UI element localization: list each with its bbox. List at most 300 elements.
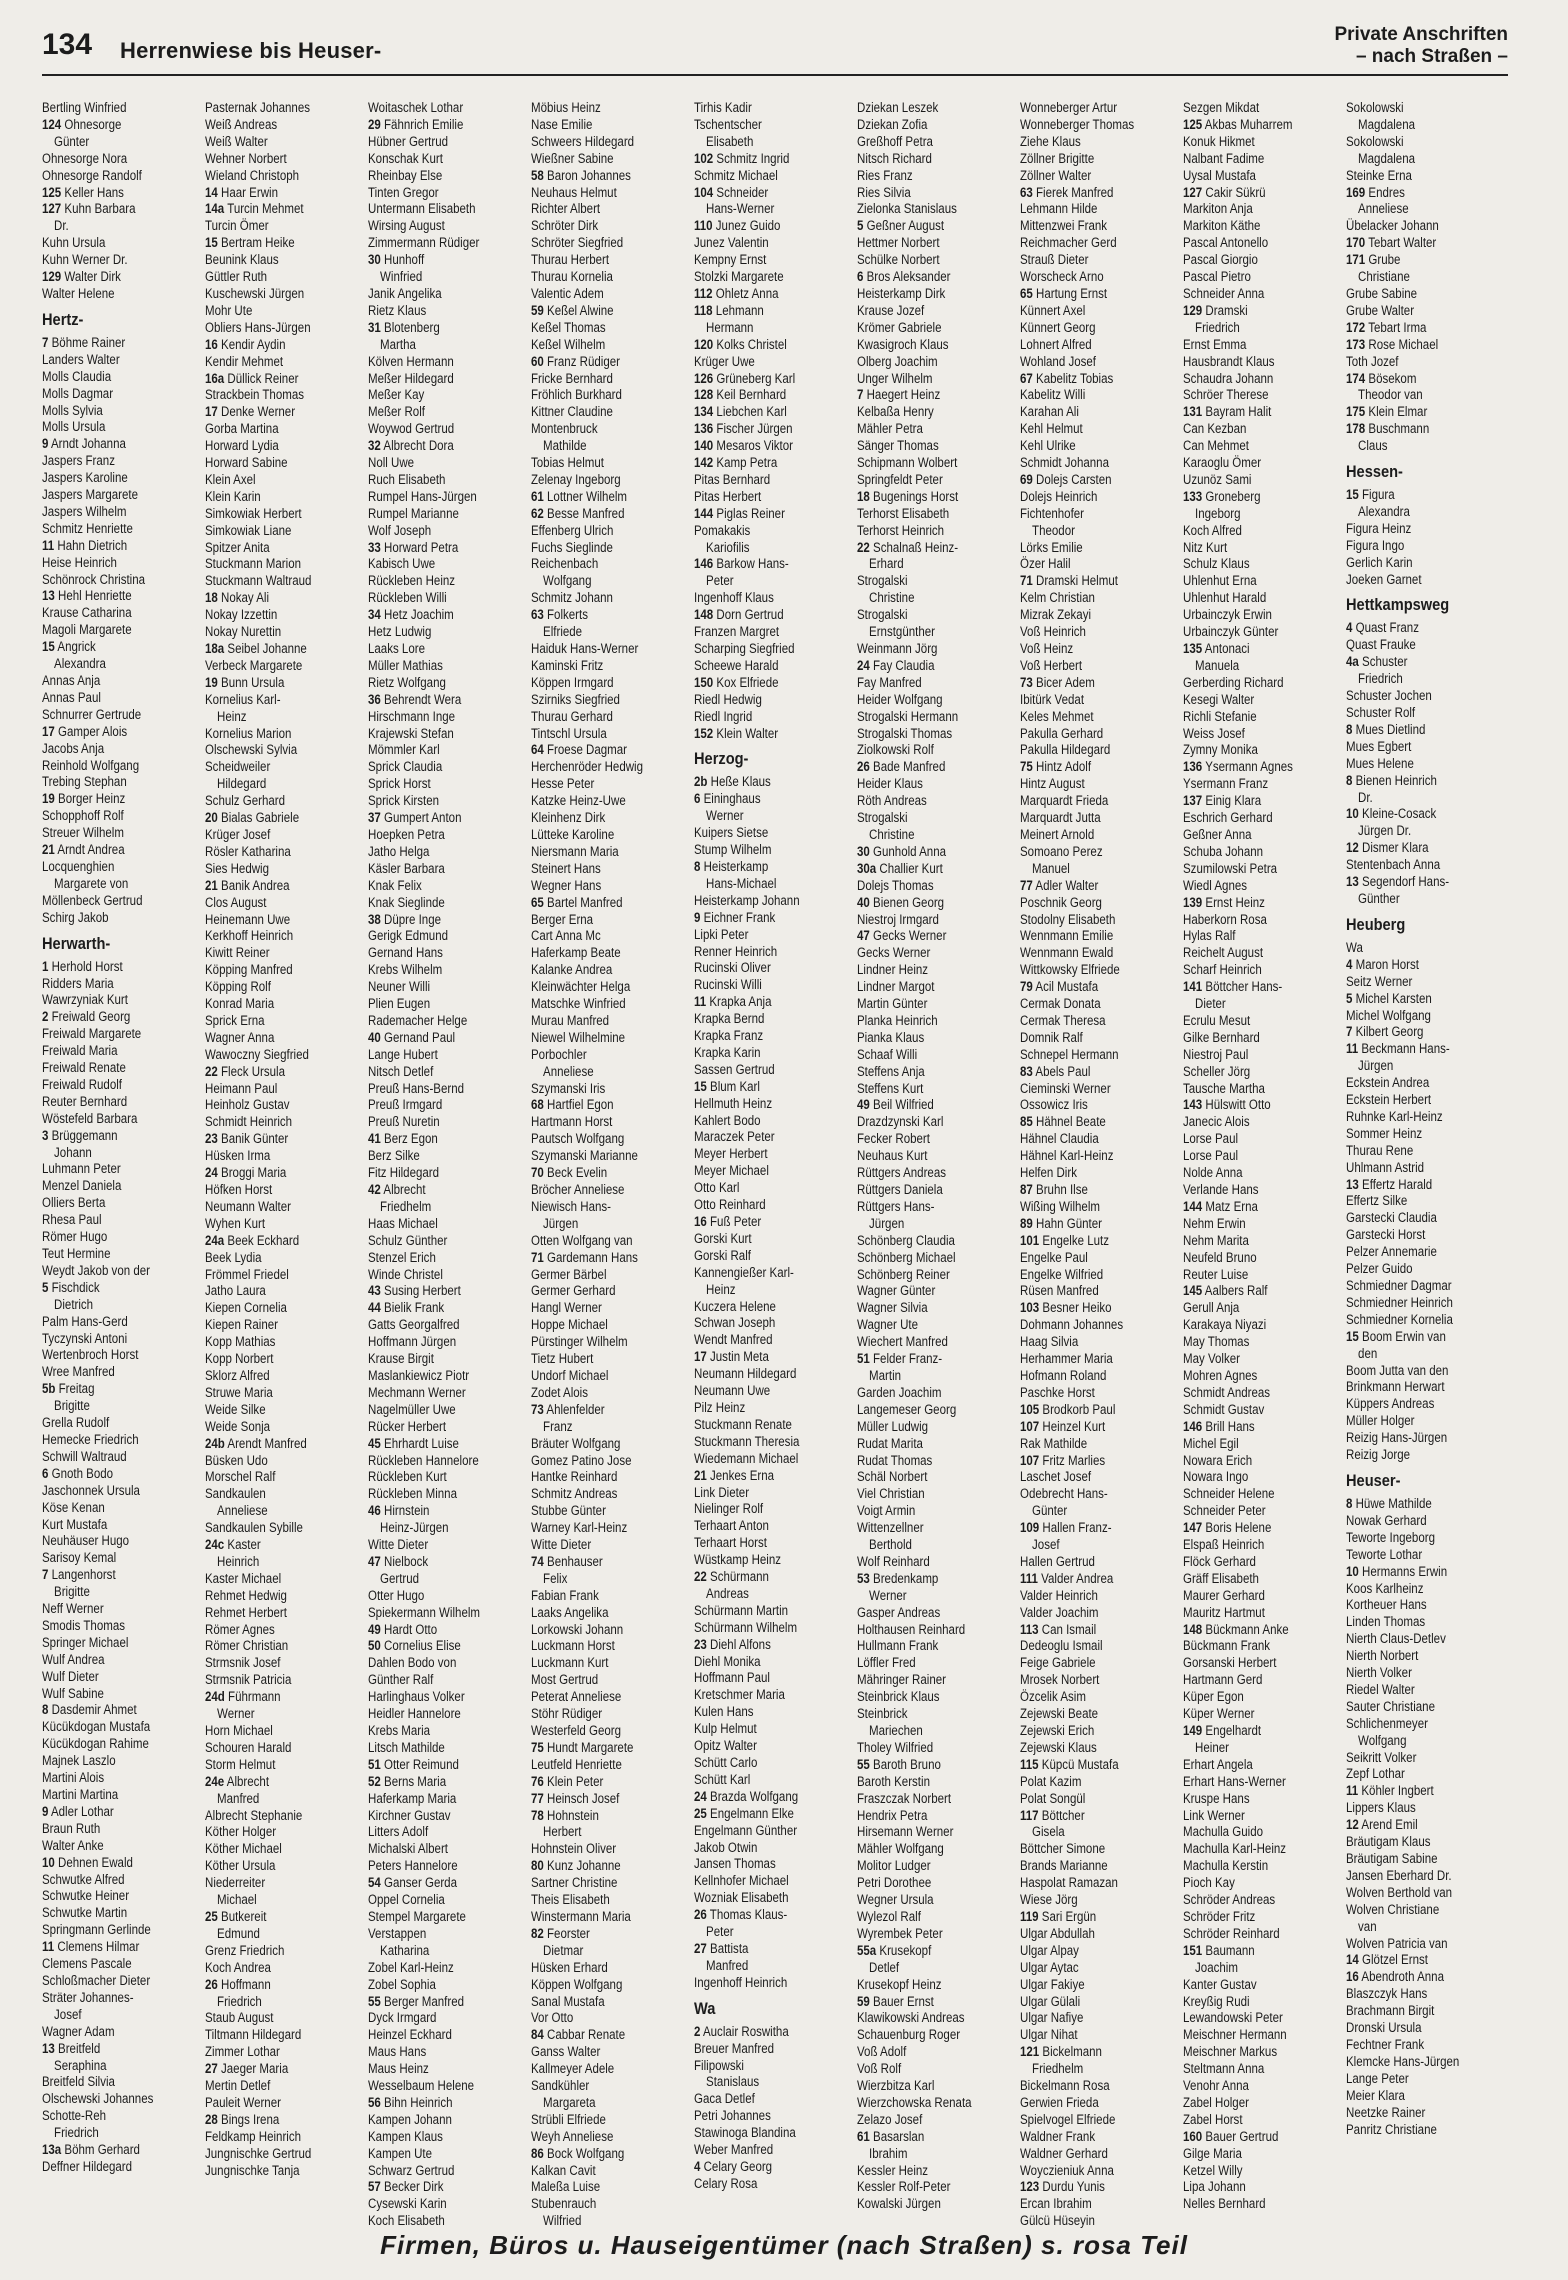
street-heading: Heuser- <box>1346 1470 1401 1490</box>
resident-entry: 124 Ohnesorge <box>42 116 122 132</box>
house-number: 52 <box>368 1773 381 1789</box>
resident-entry: 13 Segendorf Hans- <box>1346 874 1450 890</box>
resident-entry: Joeken Garnet <box>1346 571 1422 587</box>
resident-entry: Schmitz Andreas <box>531 1486 618 1502</box>
resident-entry: Wagner Günter <box>857 1283 936 1299</box>
resident-entry: Olschewski Sylvia <box>205 742 298 758</box>
resident-entry: Nierth Claus-Detlev <box>1346 1631 1446 1647</box>
resident-entry: Kittner Claudine <box>531 404 613 420</box>
resident-entry: Meischner Markus <box>1183 2044 1278 2060</box>
house-number: 139 <box>1183 894 1203 910</box>
resident-entry: Schuba Johann <box>1183 843 1264 859</box>
resident-entry: Tyczynski Antoni <box>42 1330 128 1346</box>
resident-entry: 79 Acil Mustafa <box>1020 979 1099 995</box>
resident-entry: Niewisch Hans- <box>531 1198 611 1214</box>
resident-entry: 80 Kunz Johanne <box>531 1858 621 1874</box>
resident-entry: Köther Michael <box>205 1841 282 1857</box>
resident-entry: Wylezol Ralf <box>857 1908 921 1924</box>
resident-entry: Übelacker Johann <box>1346 218 1439 234</box>
resident-entry: Wagner Silvia <box>857 1300 928 1316</box>
resident-entry: Ohnesorge Nora <box>42 150 128 166</box>
resident-entry: Steinert Hans <box>531 860 601 876</box>
resident-entry: Fitz Hildegard <box>368 1165 440 1181</box>
resident-entry: Küppers Andreas <box>1346 1396 1435 1412</box>
resident-entry: Mues Helene <box>1346 755 1414 771</box>
house-number: 61 <box>857 2128 870 2144</box>
resident-entry: 55a Krusekopf <box>857 1942 932 1958</box>
house-number: 3 <box>42 1127 49 1143</box>
resident-entry: 18 Nokay Ali <box>205 590 270 606</box>
resident-entry: Wolf Joseph <box>368 522 432 538</box>
resident-entry: Löffler Fred <box>857 1655 916 1671</box>
resident-entry: Weide Silke <box>205 1401 266 1417</box>
house-number: 133 <box>1183 488 1203 504</box>
resident-entry: 115 Küpcü Mustafa <box>1020 1756 1119 1772</box>
resident-entry: Molls Claudia <box>42 368 112 384</box>
resident-entry: Kelm Christian <box>1020 590 1095 606</box>
resident-entry: 22 Fleck Ursula <box>205 1063 286 1079</box>
resident-entry: Haspolat Ramazan <box>1020 1875 1118 1891</box>
house-number: 41 <box>368 1131 381 1147</box>
resident-entry-continuation: Heinz <box>217 708 247 724</box>
resident-entry: Dolejs Heinrich <box>1020 488 1098 504</box>
house-number: 173 <box>1346 336 1366 352</box>
resident-entry: Kiepen Rainer <box>205 1317 278 1333</box>
resident-entry: Germer Bärbel <box>531 1266 607 1282</box>
resident-entry: Kaster Michael <box>205 1570 282 1586</box>
house-number: 13 <box>1346 874 1359 890</box>
resident-entry: Can Kezban <box>1183 421 1247 437</box>
resident-entry: Reinhold Wolfgang <box>42 757 140 773</box>
resident-entry: Römer Agnes <box>205 1621 275 1637</box>
resident-entry: Ulgar Nihat <box>1020 2027 1078 2043</box>
house-number: 24 <box>205 1165 218 1181</box>
house-number: 53 <box>857 1570 870 1586</box>
resident-entry: Urbainczyk Erwin <box>1183 607 1272 623</box>
resident-entry: 148 Bückmann Anke <box>1183 1621 1289 1637</box>
resident-entry: Schröer Therese <box>1183 387 1269 403</box>
resident-entry-continuation: den <box>1358 1345 1378 1361</box>
house-number: 160 <box>1183 2128 1203 2144</box>
resident-entry: Schwutke Heiner <box>42 1888 130 1904</box>
resident-entry: Weinmann Jörg <box>857 641 938 656</box>
resident-entry: Markiton Käthe <box>1183 218 1261 234</box>
house-number: 9 <box>42 1803 49 1819</box>
house-number: 134 <box>694 404 714 420</box>
resident-entry: Meyer Herbert <box>694 1146 768 1162</box>
resident-entry: Strauß Dieter <box>1020 252 1089 268</box>
resident-entry: Mohr Ute <box>205 302 253 318</box>
resident-entry: Peters Hannelore <box>368 1858 458 1874</box>
house-number: 49 <box>857 1097 870 1113</box>
resident-entry: Karaoglu Ömer <box>1183 455 1262 471</box>
resident-entry: Lange Hubert <box>368 1046 438 1062</box>
resident-entry: Karahan Ali <box>1020 404 1079 420</box>
resident-entry-continuation: Friedrich <box>217 1993 262 2009</box>
resident-entry: Richli Stefanie <box>1183 708 1257 724</box>
resident-entry: Rückleben Willi <box>368 590 447 606</box>
resident-entry: Dziekan Zofia <box>857 116 928 132</box>
resident-entry: Menzel Daniela <box>42 1178 122 1194</box>
resident-entry: Molls Sylvia <box>42 402 103 418</box>
house-number: 26 <box>857 759 870 775</box>
resident-entry: 175 Klein Elmar <box>1346 404 1428 420</box>
resident-entry: Mähler Petra <box>857 421 923 437</box>
resident-entry: Ries Franz <box>857 167 913 183</box>
resident-entry: Niestroj Irmgard <box>857 911 939 927</box>
resident-entry: Schlichenmeyer <box>1346 1715 1428 1731</box>
resident-entry: Gorski Kurt <box>694 1230 752 1246</box>
resident-entry: Eckstein Andrea <box>1346 1075 1430 1091</box>
resident-entry: Kellnhofer Michael <box>694 1873 789 1889</box>
resident-entry: 107 Heinzel Kurt <box>1020 1418 1106 1434</box>
resident-entry: Engelke Wilfried <box>1020 1266 1104 1282</box>
resident-entry: Richter Albert <box>531 201 601 217</box>
resident-entry: 136 Fischer Jürgen <box>694 421 793 437</box>
resident-entry: Ziolkowski Rolf <box>857 742 934 758</box>
house-number: 42 <box>368 1182 381 1197</box>
resident-entry: Seikritt Volker <box>1346 1749 1417 1765</box>
resident-entry: Mechmann Werner <box>368 1384 466 1400</box>
resident-entry: Witte Dieter <box>368 1537 429 1553</box>
resident-entry: Paschke Horst <box>1020 1384 1095 1400</box>
resident-entry: Kopp Norbert <box>205 1351 274 1367</box>
resident-entry: 62 Besse Manfred <box>531 505 625 521</box>
street-heading: Herzog- <box>694 749 749 769</box>
house-number: 150 <box>694 674 714 690</box>
resident-entry: Schouren Harald <box>205 1739 292 1755</box>
resident-entry: Meier Klara <box>1346 2087 1405 2103</box>
resident-entry: Stubbe Günter <box>531 1503 606 1519</box>
resident-entry: Grube Walter <box>1346 302 1415 318</box>
resident-entry: Haferkamp Maria <box>368 1790 457 1806</box>
resident-entry: 149 Engelhardt <box>1183 1723 1262 1738</box>
resident-entry-continuation: Franz <box>543 1418 573 1434</box>
resident-entry: Lorse Paul <box>1183 1131 1239 1147</box>
resident-entry: Junez Valentin <box>694 235 769 251</box>
resident-entry: Nalbant Fadime <box>1183 150 1265 166</box>
resident-entry: Mömmler Karl <box>368 742 440 758</box>
resident-entry: Smodis Thomas <box>42 1617 125 1633</box>
resident-entry: Heisterkamp Dirk <box>857 285 946 301</box>
resident-entry: Streuer Wilhelm <box>42 825 124 841</box>
resident-entry: Wierzchowska Renata <box>857 2094 972 2110</box>
house-number: 64 <box>531 742 544 758</box>
house-number: 58 <box>531 167 544 183</box>
resident-entry: Stöhr Rüdiger <box>531 1706 603 1722</box>
directory-column-3 <box>368 100 504 2229</box>
resident-entry: Gerull Anja <box>1183 1300 1240 1316</box>
resident-entry: Weber Manfred <box>694 2142 774 2158</box>
resident-entry: 27 Battista <box>694 1940 749 1956</box>
resident-entry-continuation: Margarete von <box>54 875 129 891</box>
resident-entry: 73 Ahlenfelder <box>531 1401 605 1417</box>
resident-entry: Wyhen Kurt <box>205 1215 266 1231</box>
resident-entry: Wolf Reinhard <box>857 1553 930 1569</box>
resident-entry: Klawikowski Andreas <box>857 2010 965 2026</box>
resident-entry: Cermak Theresa <box>1020 1012 1106 1028</box>
resident-entry: Oppel Cornelia <box>368 1892 445 1908</box>
resident-entry: Zelenay Ingeborg <box>531 471 621 487</box>
resident-entry: Meinert Arnold <box>1020 826 1095 842</box>
resident-entry: 30 Gunhold Anna <box>857 843 947 859</box>
section-title-line-1: Private Anschriften <box>1334 24 1508 45</box>
house-number: 147 <box>1183 1520 1203 1536</box>
resident-entry: Freiwald Rudolf <box>42 1076 123 1092</box>
resident-entry-continuation: Anneliese <box>1358 201 1409 217</box>
resident-entry: Steffens Kurt <box>857 1080 924 1096</box>
resident-entry: Schneider Helene <box>1183 1486 1275 1502</box>
house-number: 18 <box>205 590 218 606</box>
resident-entry: 14 Glötzel Ernst <box>1346 1952 1428 1968</box>
resident-entry: 146 Brill Hans <box>1183 1418 1255 1434</box>
resident-entry: Schmiedner Heinrich <box>1346 1294 1453 1310</box>
resident-entry: Rhesa Paul <box>42 1212 102 1228</box>
resident-entry: Nelles Bernhard <box>1183 2196 1266 2212</box>
resident-entry: Kulen Hans <box>694 1704 754 1720</box>
resident-entry: Bückmann Frank <box>1183 1638 1271 1654</box>
resident-entry-continuation: Gertrud <box>380 1570 420 1586</box>
resident-entry: 40 Bienen Georg <box>857 894 945 910</box>
resident-entry: Ulgar Abdullah <box>1020 1925 1095 1941</box>
resident-entry-continuation: Anneliese <box>217 1503 268 1519</box>
resident-entry: Kelbaßa Henry <box>857 404 934 420</box>
resident-entry: Fricke Bernhard <box>531 370 613 386</box>
resident-entry: Springfeldt Peter <box>857 471 943 487</box>
resident-entry: Müller Holger <box>1346 1413 1415 1429</box>
resident-entry: 24d Führmann <box>205 1689 281 1705</box>
resident-entry: 6 Eininghaus <box>694 791 761 807</box>
resident-entry: 77 Heinsch Josef <box>531 1790 620 1806</box>
resident-entry: Kahlert Bodo <box>694 1112 761 1128</box>
resident-entry: Zöllner Brigitte <box>1020 150 1095 166</box>
resident-entry-continuation: Hermann <box>706 319 754 335</box>
resident-entry: Deffner Hildegard <box>42 2158 133 2174</box>
resident-entry: 46 Hirnstein <box>368 1503 430 1519</box>
resident-entry: Braun Ruth <box>42 1820 101 1836</box>
resident-entry: Tholey Wilfried <box>857 1739 934 1755</box>
resident-entry: 56 Bihn Heinrich <box>368 2094 453 2110</box>
resident-entry: 49 Beil Wilfried <box>857 1097 934 1113</box>
resident-entry: 24 Fay Claudia <box>857 657 935 673</box>
resident-entry: Hausbrandt Klaus <box>1183 353 1275 369</box>
house-number: 117 <box>1020 1807 1039 1823</box>
resident-entry: Wyrembek Peter <box>857 1925 943 1941</box>
resident-entry-continuation: Winfried <box>380 269 423 285</box>
house-number: 13 <box>42 588 55 604</box>
resident-entry: Rüttgers Hans- <box>857 1198 935 1214</box>
resident-entry: Hüsken Erhard <box>531 1959 608 1975</box>
resident-entry: Rak Mathilde <box>1020 1435 1088 1451</box>
resident-entry: Molitor Ludger <box>857 1858 931 1874</box>
resident-entry: Schauenburg Roger <box>857 2027 961 2043</box>
resident-entry-continuation: Heinz-Jürgen <box>380 1520 449 1536</box>
resident-entry: Machulla Kerstin <box>1183 1858 1269 1874</box>
resident-entry: Verstappen <box>368 1925 427 1941</box>
resident-entry: Hettmer Norbert <box>857 235 940 251</box>
resident-entry: Steinbrick Klaus <box>857 1689 940 1705</box>
resident-entry: Krajewski Stefan <box>368 725 454 741</box>
house-number: 51 <box>368 1756 381 1772</box>
resident-entry: Westerfeld Georg <box>531 1723 622 1738</box>
resident-entry: Terhaart Anton <box>694 1518 769 1534</box>
resident-entry: Lohnert Alfred <box>1020 336 1092 352</box>
house-number: 74 <box>531 1553 544 1569</box>
resident-entry: 13 Hehl Henriette <box>42 588 132 604</box>
resident-entry: Wöstefeld Barbara <box>42 1110 138 1126</box>
directory-column-6 <box>857 100 993 2212</box>
resident-entry: 123 Durdu Yunis <box>1020 2179 1105 2195</box>
resident-entry-continuation: Heinrich <box>217 1553 260 1569</box>
resident-entry: Kendir Mehmet <box>205 353 284 369</box>
resident-entry: 50 Cornelius Elise <box>368 1638 461 1654</box>
house-number: 75 <box>531 1739 544 1755</box>
resident-entry: Tschentscher <box>694 116 762 132</box>
resident-entry: 129 Walter Dirk <box>42 269 121 285</box>
resident-entry: 105 Brodkorb Paul <box>1020 1401 1116 1417</box>
resident-entry: Montenbruck <box>531 421 598 437</box>
resident-entry: 24 Broggi Maria <box>205 1165 287 1181</box>
resident-entry: 13 Breitfeld <box>42 2040 101 2056</box>
resident-entry: Koch Andrea <box>205 1959 271 1975</box>
resident-entry-continuation: Friedrich <box>1358 671 1403 687</box>
resident-entry: Jatho Laura <box>205 1283 266 1299</box>
resident-entry: 9 Adler Lothar <box>42 1803 114 1819</box>
house-number: 136 <box>1183 759 1203 775</box>
resident-entry-continuation: Seraphina <box>54 2057 107 2073</box>
house-number: 8 <box>694 858 701 874</box>
resident-entry: Zejewski Klaus <box>1020 1739 1097 1755</box>
resident-entry: Effertz Silke <box>1346 1193 1408 1209</box>
house-number: 146 <box>1183 1418 1203 1434</box>
house-number: 127 <box>1183 184 1203 200</box>
house-number: 25 <box>205 1908 218 1924</box>
house-number: 62 <box>531 505 544 521</box>
resident-entry: Wawoczny Siegfried <box>205 1046 309 1062</box>
house-number: 37 <box>368 810 381 826</box>
resident-entry: Pelzer Guido <box>1346 1261 1413 1277</box>
resident-entry: Murau Manfred <box>531 1012 610 1028</box>
house-number: 28 <box>205 2111 218 2127</box>
house-number: 25 <box>694 1805 707 1821</box>
resident-entry: Winde Christel <box>368 1266 443 1282</box>
resident-entry: Neuhaus Helmut <box>531 184 617 200</box>
resident-entry: Wittkowsky Elfriede <box>1020 962 1120 978</box>
resident-entry: Matschke Winfried <box>531 996 626 1012</box>
resident-entry: Eckstein Herbert <box>1346 1092 1432 1108</box>
resident-entry: 34 Hetz Joachim <box>368 607 454 623</box>
resident-entry: Stump Wilhelm <box>694 842 772 858</box>
house-number: 29 <box>368 116 381 132</box>
resident-entry: Stuckmann Renate <box>694 1416 792 1432</box>
house-number: 24b <box>205 1435 225 1451</box>
resident-entry: Römer Christian <box>205 1638 289 1654</box>
resident-entry: Hirschmann Inge <box>368 708 456 724</box>
resident-entry: Konschak Kurt <box>368 150 443 166</box>
resident-entry: Urbainczyk Günter <box>1183 624 1279 640</box>
resident-entry: 19 Bunn Ursula <box>205 674 285 690</box>
resident-entry: Zimmer Lothar <box>205 2044 280 2060</box>
resident-entry: Hullmann Frank <box>857 1638 939 1654</box>
resident-entry: Jaspers Wilhelm <box>42 503 127 519</box>
house-number: 174 <box>1346 370 1366 386</box>
resident-entry: Schuster Rolf <box>1346 705 1416 720</box>
resident-entry-continuation: Peter <box>706 1924 734 1940</box>
house-number: 77 <box>531 1790 544 1806</box>
resident-entry: Blaszczyk Hans <box>1346 1986 1428 2002</box>
resident-entry-continuation: Theodor <box>1032 522 1075 538</box>
resident-entry: Berz Silke <box>368 1148 420 1164</box>
resident-entry: Grella Rudolf <box>42 1415 110 1431</box>
resident-entry: Wulf Sabine <box>42 1685 104 1701</box>
house-number: 43 <box>368 1283 381 1299</box>
resident-entry: Teworte Lothar <box>1346 1546 1423 1562</box>
house-number: 45 <box>368 1435 381 1451</box>
resident-entry: Kalkan Cavit <box>531 2162 596 2178</box>
resident-entry: Karakaya Niyazi <box>1183 1317 1267 1333</box>
resident-entry: 17 Denke Werner <box>205 404 296 420</box>
resident-entry-continuation: Elfriede <box>543 624 583 640</box>
resident-entry: Kabisch Uwe <box>368 556 436 572</box>
resident-entry: Rucinski Oliver <box>694 960 771 976</box>
house-number: 149 <box>1183 1723 1203 1738</box>
house-number: 30 <box>857 843 870 859</box>
resident-entry: Tobias Helmut <box>531 455 604 471</box>
resident-entry: Kalanke Andrea <box>531 962 613 978</box>
resident-entry: 128 Keil Bernhard <box>694 387 787 403</box>
resident-entry: Weydt Jakob von der <box>42 1262 150 1278</box>
resident-entry: Can Mehmet <box>1183 438 1249 454</box>
resident-entry: Teut Hermine <box>42 1246 111 1261</box>
resident-entry: Nowak Gerhard <box>1346 1512 1427 1528</box>
resident-entry: Ercan Ibrahim <box>1020 2196 1092 2212</box>
resident-entry: Wiechert Manfred <box>857 1334 948 1350</box>
house-number: 79 <box>1020 979 1033 995</box>
resident-entry: Voß Rolf <box>857 2061 902 2077</box>
resident-entry: Valder Heinrich <box>1020 1587 1098 1603</box>
resident-entry: Zimmermann Rüdiger <box>368 235 480 251</box>
resident-entry: Hofmann Roland <box>1020 1367 1107 1383</box>
resident-entry-continuation: Jürgen <box>1358 1058 1394 1074</box>
resident-entry: 76 Klein Peter <box>531 1773 604 1789</box>
resident-entry: Kuhn Ursula <box>42 235 106 251</box>
resident-entry: Jungnischke Tanja <box>205 2162 300 2178</box>
resident-entry: Sprick Horst <box>368 776 431 792</box>
house-number: 27 <box>205 2061 218 2077</box>
directory-columns <box>42 100 1508 2229</box>
resident-entry: 87 Bruhn Ilse <box>1020 1182 1088 1197</box>
resident-entry-continuation: Dietmar <box>543 1942 584 1958</box>
house-number: 24d <box>205 1689 225 1705</box>
resident-entry: Schülke Norbert <box>857 252 940 268</box>
resident-entry: Otto Karl <box>694 1180 740 1196</box>
resident-entry: 6 Gnoth Bodo <box>42 1465 114 1481</box>
resident-entry: Rückleben Heinz <box>368 573 456 589</box>
resident-entry: Tinten Gregor <box>368 184 439 200</box>
house-number: 144 <box>694 505 714 521</box>
resident-entry: Wertenbroch Horst <box>42 1347 139 1363</box>
resident-entry: Wiedl Agnes <box>1183 877 1248 893</box>
resident-entry: Sandkaulen Sybille <box>205 1520 303 1536</box>
resident-entry-continuation: Ingeborg <box>1195 505 1241 521</box>
resident-entry: Otter Hugo <box>368 1587 425 1603</box>
resident-entry-continuation: Christine <box>869 590 915 606</box>
resident-entry-continuation: Dr. <box>54 218 69 234</box>
resident-entry: Michel Wolfgang <box>1346 1007 1431 1023</box>
resident-entry: 47 Nielbock <box>368 1553 429 1569</box>
resident-entry: Waldner Gerhard <box>1020 2145 1108 2161</box>
resident-entry: Hendrix Petra <box>857 1807 928 1823</box>
